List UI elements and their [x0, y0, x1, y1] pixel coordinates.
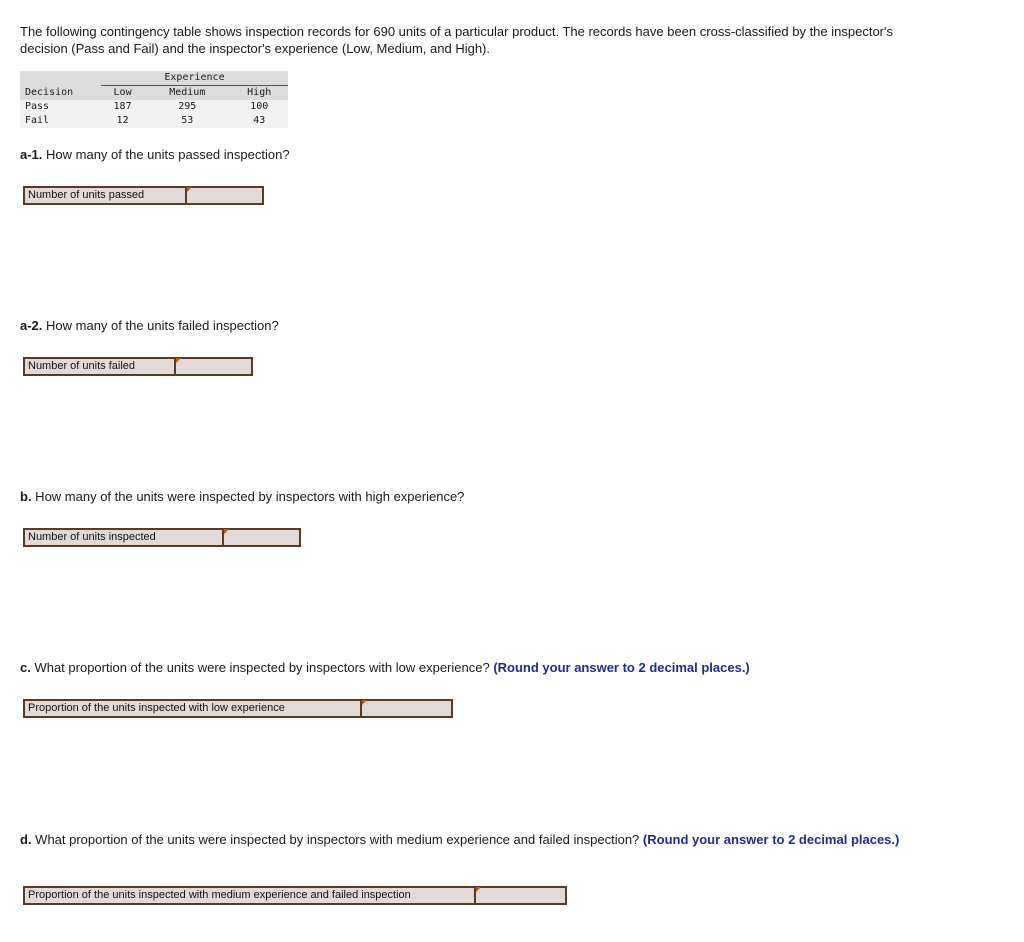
row-label-pass: Pass: [20, 100, 101, 114]
answer-d-label: Proportion of the units inspected with medium experience and failed inspection: [25, 888, 476, 903]
answer-d-box: [23, 886, 567, 905]
flag-icon: [476, 887, 481, 892]
answer-c-label: Proportion of the units inspected with low experience: [25, 701, 362, 716]
question-d-text: What proportion of the units were inspected by inspectors with medium experience and failed inspection?: [31, 832, 643, 847]
question-a2-text: How many of the units failed inspection?: [42, 318, 279, 333]
question-c-hint: (Round your answer to 2 decimal places.): [493, 660, 750, 675]
answer-c-box: [23, 699, 453, 718]
cell-fail-low: 12: [101, 114, 144, 128]
intro-text: The following contingency table shows inspection records for 690 units of a particular product. The records have been cross-classified by the inspector's decision (Pass and Fail) and the inspector's experience (Low, Medium, and High).: [20, 24, 893, 56]
table-row: [20, 114, 288, 128]
table-row: [20, 100, 288, 114]
question-a2-id: a-2.: [20, 318, 43, 333]
contingency-table: [20, 71, 288, 128]
answer-c-input[interactable]: [362, 701, 451, 716]
experience-header: Experience: [101, 71, 288, 86]
question-b-text: How many of the units were inspected by inspectors with high experience?: [31, 489, 465, 504]
table-group-header-row: [20, 71, 288, 86]
decision-header: Decision: [20, 86, 101, 101]
question-b: [20, 488, 464, 505]
cell-fail-high: 43: [230, 114, 288, 128]
row-label-fail: Fail: [20, 114, 101, 128]
table-header-row: [20, 86, 288, 101]
answer-b-label: Number of units inspected: [25, 530, 224, 545]
question-a1: [20, 146, 290, 163]
answer-d-input[interactable]: [476, 888, 565, 903]
cell-pass-medium: 295: [144, 100, 230, 114]
cell-fail-medium: 53: [144, 114, 230, 128]
flag-icon: [224, 529, 229, 534]
question-c: [20, 659, 750, 676]
answer-a2-input[interactable]: [176, 359, 251, 374]
question-b-id: b.: [20, 489, 32, 504]
question-a1-text: How many of the units passed inspection?: [42, 147, 290, 162]
answer-b-box: [23, 528, 301, 547]
cell-pass-low: 187: [101, 100, 144, 114]
question-d-hint: (Round your answer to 2 decimal places.): [642, 832, 900, 847]
answer-a2-label: Number of units failed: [25, 359, 176, 374]
answer-a1-label: Number of units passed: [25, 188, 187, 203]
column-header-high: High: [230, 86, 288, 101]
answer-b-input[interactable]: [224, 530, 299, 545]
flag-icon: [176, 358, 181, 363]
answer-a1-input[interactable]: [187, 188, 262, 203]
column-header-low: Low: [101, 86, 144, 101]
flag-icon: [187, 187, 192, 192]
question-c-text: What proportion of the units were inspected by inspectors with low experience?: [30, 660, 494, 675]
answer-a2-box: [23, 357, 253, 376]
column-header-medium: Medium: [144, 86, 230, 101]
question-d-id: d.: [20, 832, 32, 847]
cell-pass-high: 100: [230, 100, 288, 114]
answer-a1-box: [23, 186, 264, 205]
question-d: [20, 831, 900, 848]
question-a2: [20, 317, 279, 334]
question-a1-id: a-1.: [20, 147, 43, 162]
question-c-id: c.: [20, 660, 31, 675]
flag-icon: [362, 700, 367, 705]
